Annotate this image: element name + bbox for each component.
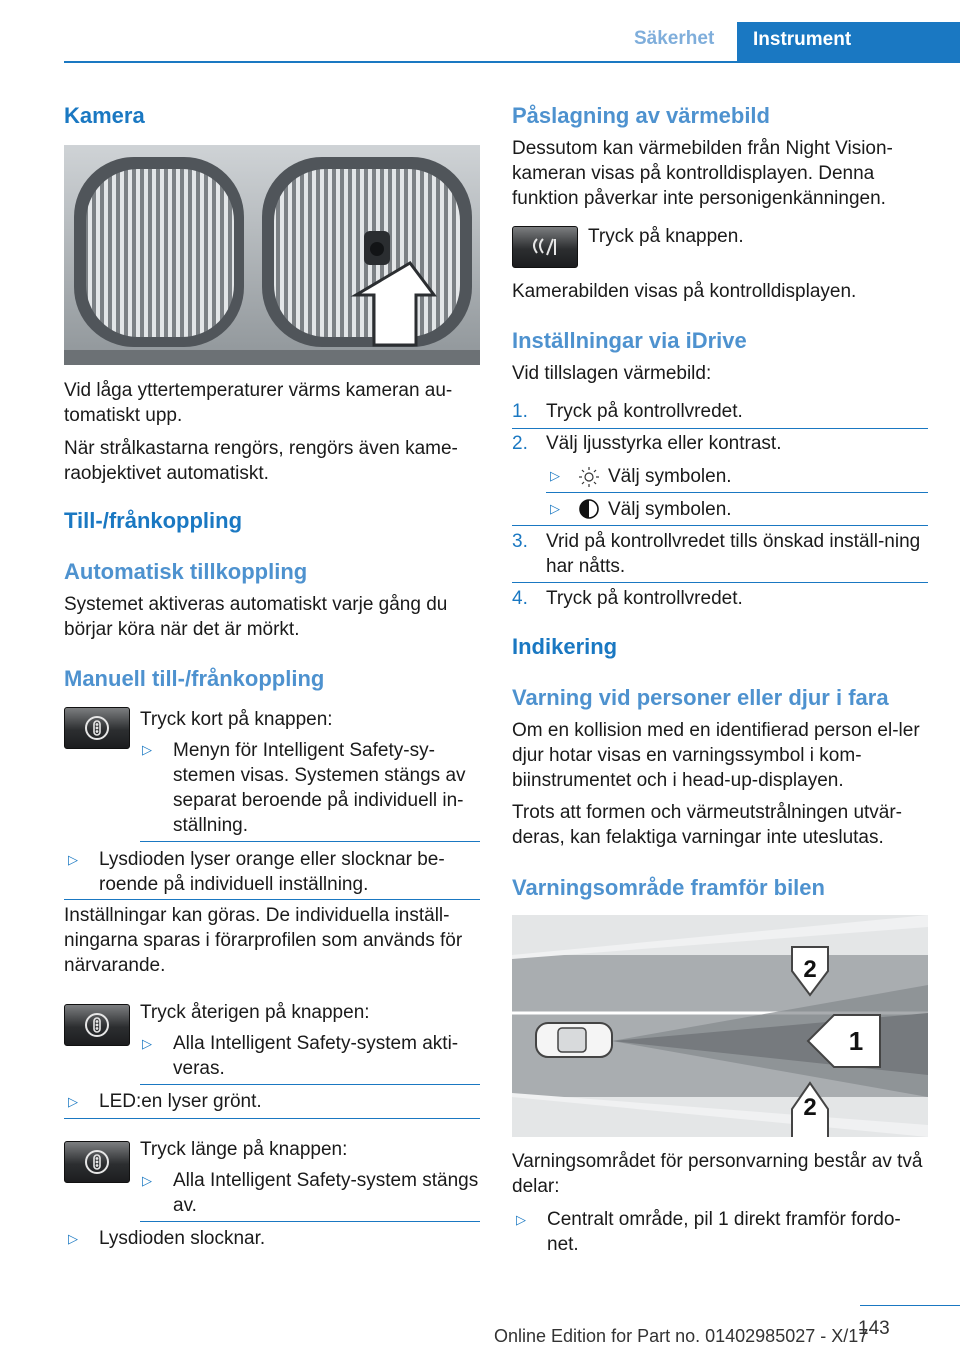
page-number: 143: [858, 1318, 890, 1339]
text-led-gront: LED:en lyser grönt.: [99, 1091, 262, 1112]
text-valj-symbolen-b: Välj symbolen.: [608, 499, 732, 520]
step-4: Tryck på kontrollvredet.: [546, 588, 743, 609]
step-number: 1.: [512, 401, 528, 422]
paragraph-trots: Trots att formen och värmeutstrålningen utvär-deras, kan felaktiga varningar inte uteslutas.: [512, 802, 903, 848]
footer-edition: Online Edition for Part no. 01402985027 - X/17: [494, 1326, 869, 1346]
safety-symbol-icon: [65, 1005, 129, 1045]
divider: [64, 1118, 480, 1119]
text-alla-aktiveras: Alla Intelligent Safety-system akti-veras.: [173, 1033, 459, 1079]
section-tab[interactable]: Säkerhet: [634, 28, 715, 49]
text-menyn: Menyn för Intelligent Safety-sy-stemen visas. Systemen stängs av separat beroende på individuell in-ställning.: [173, 740, 466, 836]
text-valj-symbolen-a: Välj symbolen.: [608, 466, 732, 487]
intelligent-safety-button-icon: [64, 707, 130, 749]
warning-area-diagram: [512, 915, 928, 1137]
heading-till-frankoppling: Till-/frånkoppling: [64, 508, 243, 533]
paragraph-varning: Om en kollision med en identifierad person el-ler djur hotar visas en varningssymbol i kom-biinstrumentet och i head-up-displayen.: [512, 720, 920, 791]
heading-paslagning: Påslagning av värmebild: [512, 103, 770, 128]
diagram-label-2-bottom: 2: [803, 1094, 817, 1121]
triangle-right-icon: ▷: [68, 852, 78, 867]
step-number: 4.: [512, 588, 528, 609]
heading-automatisk: Automatisk tillkoppling: [64, 559, 308, 584]
paragraph-kamerabilden: Kamerabilden visas på kontrolldisplayen.: [512, 281, 857, 302]
active-tab-label: Instrument: [753, 29, 852, 50]
step-1: Tryck på kontrollvredet.: [546, 401, 743, 422]
text-tryck-pa-knappen: Tryck på knappen.: [588, 226, 744, 247]
text-alla-stangs-av: Alla Intelligent Safety-system stängs av.: [173, 1170, 479, 1216]
triangle-right-icon: ▷: [142, 742, 152, 757]
triangle-right-icon: ▷: [68, 1094, 78, 1109]
paragraph-heating: Vid låga yttertemperaturer värms kameran au-tomatiskt upp.: [64, 380, 453, 426]
intelligent-safety-button-icon: [64, 1004, 130, 1046]
night-vision-button-icon: [512, 226, 578, 268]
triangle-right-icon: ▷: [550, 501, 560, 516]
divider: [140, 1084, 480, 1085]
step-3: Vrid på kontrollvredet tills önskad inställ-ning har nåtts.: [546, 531, 921, 577]
paragraph-vid-tillslagen: Vid tillslagen värmebild:: [512, 363, 712, 384]
text-tryck-aterigen: Tryck återigen på knappen:: [140, 1002, 370, 1023]
intelligent-safety-button-icon: [64, 1141, 130, 1183]
safety-symbol-icon: [65, 708, 129, 748]
diagram-label-2-top: 2: [803, 956, 817, 983]
safety-symbol-icon: [65, 1142, 129, 1182]
sun-icon: [578, 466, 600, 488]
footer-rule: [860, 1305, 960, 1306]
heading-idrive: Inställningar via iDrive: [512, 328, 747, 353]
triangle-right-icon: ▷: [516, 1212, 526, 1227]
paragraph-varningsomradet: Varningsområdet för personvarning består av två delar:: [512, 1151, 923, 1197]
page-header: [0, 0, 960, 62]
divider: [140, 841, 480, 842]
step-2: Välj ljusstyrka eller kontrast.: [546, 433, 782, 454]
text-tryck-lange: Tryck länge på knappen:: [140, 1139, 348, 1160]
active-tab[interactable]: [737, 22, 960, 62]
divider: [546, 492, 928, 493]
paragraph-cleaning: När strålkastarna rengörs, rengörs även kame-raobjektivet automatiskt.: [64, 438, 458, 484]
divider: [64, 899, 480, 900]
triangle-right-icon: ▷: [142, 1173, 152, 1188]
camera-grille-photo: [64, 145, 480, 365]
heading-indikering: Indikering: [512, 634, 618, 659]
paragraph-paslagning: Dessutom kan värmebilden från Night Vision-kameran visas på kontrolldisplayen. Denna funktion påverkar inte personigenkänningen.: [512, 138, 893, 209]
step-number: 3.: [512, 531, 528, 552]
contrast-icon: [578, 498, 600, 520]
night-vision-symbol-icon: [513, 227, 577, 267]
triangle-right-icon: ▷: [550, 468, 560, 483]
heading-kamera: Kamera: [64, 103, 145, 128]
heading-varningsomrade: Varningsområde framför bilen: [512, 875, 825, 900]
divider: [512, 525, 928, 526]
step-number: 2.: [512, 433, 528, 454]
header-rule: [64, 61, 960, 63]
text-centralt-omrade: Centralt område, pil 1 direkt framför fordo-net.: [547, 1209, 901, 1255]
triangle-right-icon: ▷: [142, 1036, 152, 1051]
paragraph-installningar: Inställningar kan göras. De individuella inställ-ningarna sparas i förarprofilen som används för närvarande.: [64, 905, 463, 976]
text-tryck-kort: Tryck kort på knappen:: [140, 709, 333, 730]
divider: [140, 1221, 480, 1222]
divider: [512, 582, 928, 583]
paragraph-automatisk: Systemet aktiveras automatiskt varje gång du börjar köra när det är mörkt.: [64, 594, 448, 640]
text-lysdioden-slocknar: Lysdioden slocknar.: [99, 1228, 266, 1249]
heading-varning: Varning vid personer eller djur i fara: [512, 685, 889, 710]
triangle-right-icon: ▷: [68, 1231, 78, 1246]
text-lysdioden-orange: Lysdioden lyser orange eller slocknar be-roende på individuell inställning.: [99, 849, 445, 895]
heading-manuell: Manuell till-/frånkoppling: [64, 666, 325, 691]
divider: [512, 428, 928, 429]
diagram-label-1: 1: [848, 1026, 864, 1056]
